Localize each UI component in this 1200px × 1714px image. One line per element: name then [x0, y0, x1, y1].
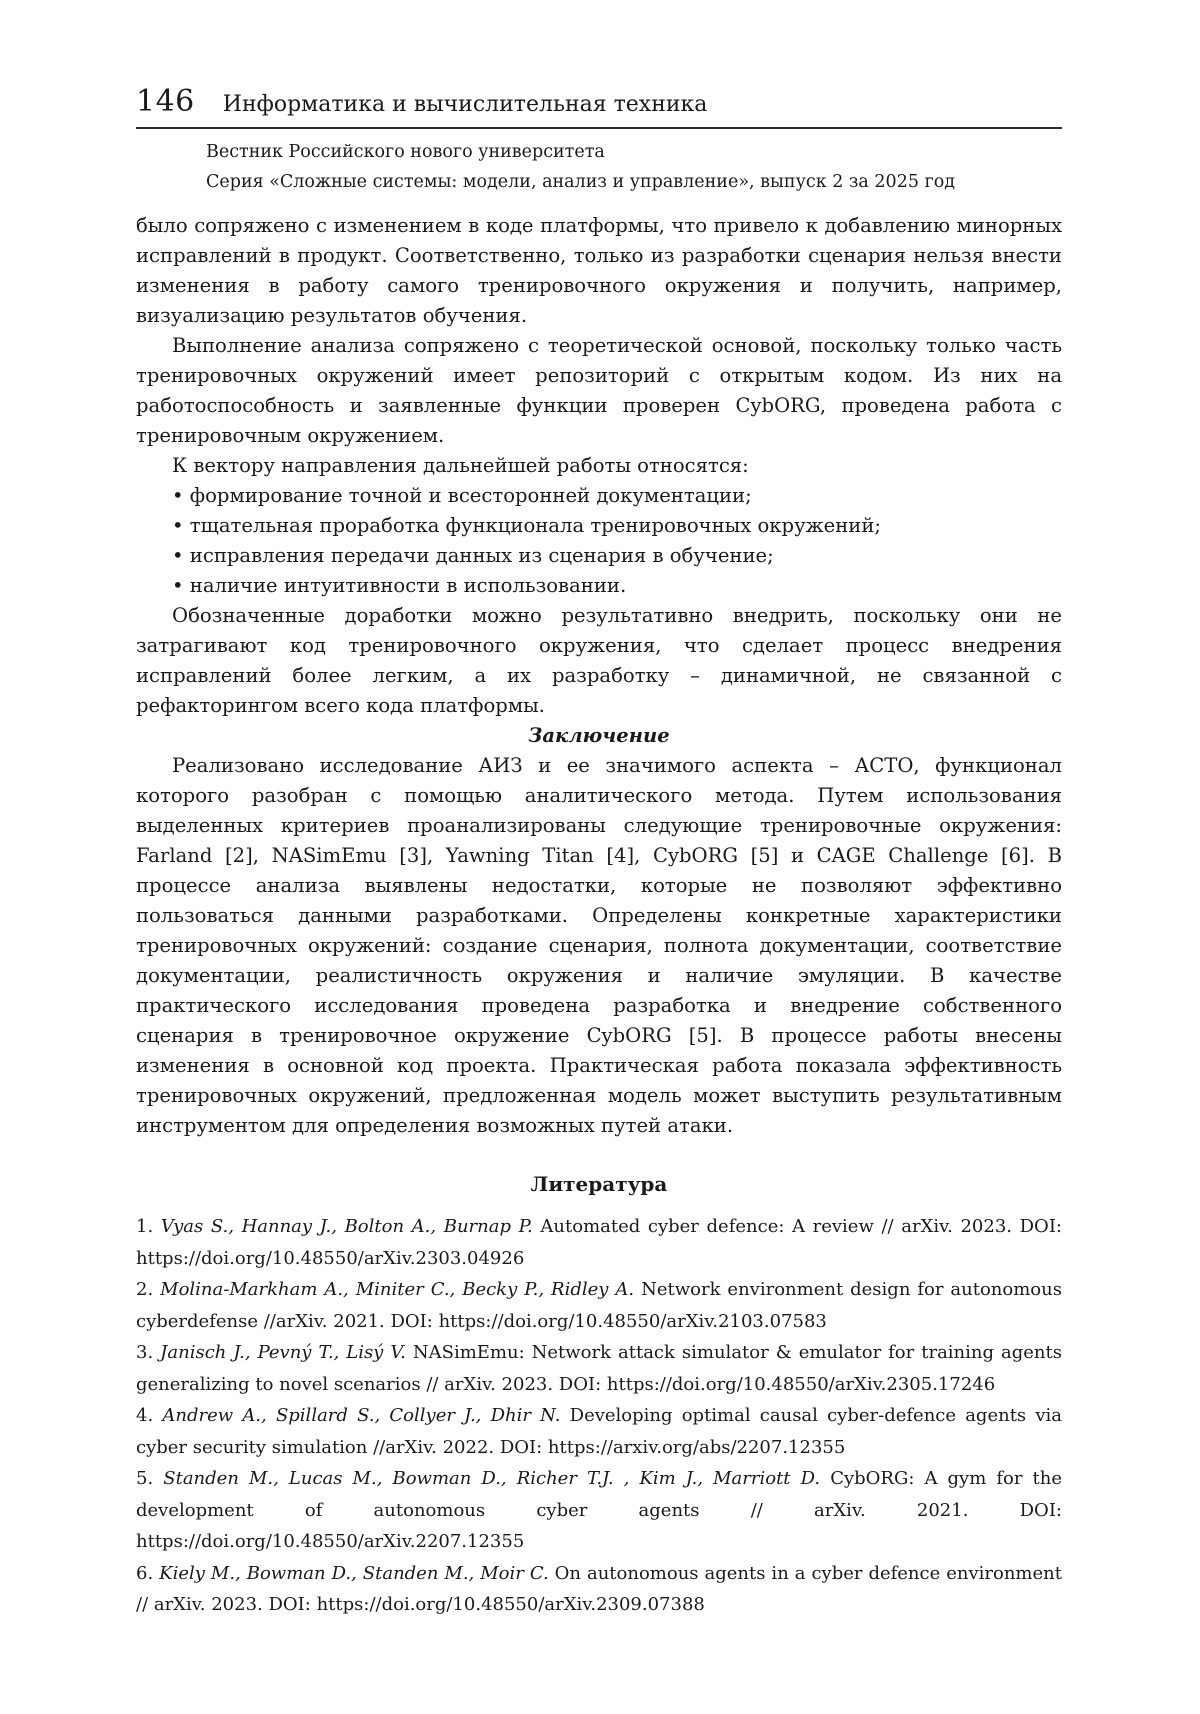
journal-info [206, 137, 1062, 197]
reference-text: NASimEmu: Network attack simulator & emulator for training agents generalizing to novel scenarios // arXiv. 2023. DOI: https://doi.org/10.48550/arXiv.2305.17246 [136, 1342, 1062, 1395]
article-body [136, 211, 1062, 1141]
paragraph: К вектору направления дальнейшей работы относятся: [172, 454, 749, 477]
reference-text: On autonomous agents in a cyber defence environment // arXiv. 2023. DOI: https://doi.org/10.48550/arXiv.2309.07388 [136, 1562, 1062, 1615]
paragraph: Обозначенные доработки можно результативно внедрить, поскольку они не затрагивают код тренировочного окружения, что сделает процесс внедрения исправлений более легким, а их разработку – динамичной, не связанной с рефакторингом всего кода платформы. [136, 604, 1062, 717]
reference-authors: Kiely M., Bowman D., Standen M., Moir C. [159, 1562, 549, 1584]
reference-text: Automated cyber defence: A review // arXiv. 2023. DOI: https://doi.org/10.48550/arXiv.2303.04926 [136, 1216, 1062, 1269]
reference-item [136, 1274, 1062, 1337]
reference-number: 3. [136, 1342, 154, 1363]
reference-authors: Janisch J., Pevný T., Lisý V. [160, 1342, 406, 1363]
reference-authors: Molina-Markham A., Miniter C., Becky P., Ridley A. [160, 1279, 635, 1300]
journal-series: Серия «Сложные системы: модели, анализ и управление», выпуск 2 за 2025 год [206, 172, 956, 192]
page-number: 146 [136, 84, 195, 119]
reference-item [136, 1463, 1062, 1558]
conclusion-heading: Заключение [528, 724, 670, 747]
reference-authors: Standen M., Lucas M., Bowman D., Richer T.J. , Kim J., Marriott D. [163, 1468, 821, 1489]
reference-authors: Andrew A., Spillard S., Collyer J., Dhir N. [162, 1405, 561, 1426]
reference-number: 1. [136, 1216, 154, 1237]
paragraph: было сопряжено с изменением в коде платформы, что привело к добавлению минорных исправлений в продукт. Соответственно, только из разработки сценария нельзя внести изменения в работу самого тренировочного окружения и получить, например, визуализацию результатов обучения. [136, 214, 1062, 327]
running-head [136, 84, 1062, 129]
reference-item [136, 1337, 1062, 1400]
reference-text: Network environment design for autonomous cyberdefense //arXiv. 2021. DOI: https://doi.org/10.48550/arXiv.2103.07583 [136, 1279, 1062, 1332]
page [136, 84, 1062, 1621]
section-title: Информатика и вычислительная техника [222, 92, 708, 117]
reference-list [136, 1211, 1062, 1621]
reference-text: Developing optimal causal cyber-defence agents via cyber security simulation //arXiv. 2022. DOI: https://arxiv.org/abs/2207.12355 [136, 1405, 1062, 1458]
reference-number: 4. [136, 1405, 154, 1426]
reference-authors: Vyas S., Hannay J., Bolton A., Burnap P. [160, 1216, 533, 1237]
bullet-list [136, 481, 1062, 601]
reference-text: CybORG: A gym for the development of autonomous cyber agents // arXiv. 2021. DOI: https://doi.org/10.48550/arXiv.2207.12355 [136, 1468, 1062, 1552]
reference-number: 2. [136, 1279, 154, 1300]
reference-number: 5. [136, 1468, 154, 1489]
reference-item [136, 1211, 1062, 1274]
list-item: • исправления передачи данных из сценария в обучение; [172, 541, 1062, 571]
paragraph: Выполнение анализа сопряжено с теоретической основой, поскольку только часть тренировочных окружений имеет репозиторий с открытым кодом. Из них на работоспособность и заявленные функции проверен CybORG, проведена работа с тренировочным окружением. [136, 334, 1062, 447]
reference-number: 6. [136, 1562, 154, 1584]
reference-item [136, 1558, 1062, 1621]
list-item: • тщательная проработка функционала тренировочных окружений; [172, 511, 1062, 541]
references-heading: Литература [530, 1172, 668, 1196]
journal-name: Вестник Российского нового университета [206, 142, 605, 162]
list-item: • наличие интуитивности в использовании. [172, 571, 1062, 601]
paragraph: Реализовано исследование АИЗ и ее значимого аспекта – АСТО, функционал которого разобран с помощью аналитического метода. Путем использования выделенных критериев проанализированы следующие тренировочные окружения: Farland [2], NASimEmu [3], Yawning Titan [4], CybORG [5] и CAGE Challenge [6]. В процессе анализа выявлены недостатки, которые не позволяют эффективно пользоваться данными разработками. Определены конкретные характеристики тренировочных окружений: создание сценария, полнота документации, соответствие документации, реалистичность окружения и наличие эмуляции. В качестве практического исследования проведена разработка и внедрение собственного сценария в тренировочное окружение CybORG [5]. В процессе работы внесены изменения в основной код проекта. Практическая работа показала эффективность тренировочных окружений, предложенная модель может выступить результативным инструментом для определения возможных путей атаки. [136, 754, 1062, 1137]
list-item: • формирование точной и всесторонней документации; [172, 481, 1062, 511]
reference-item [136, 1400, 1062, 1463]
